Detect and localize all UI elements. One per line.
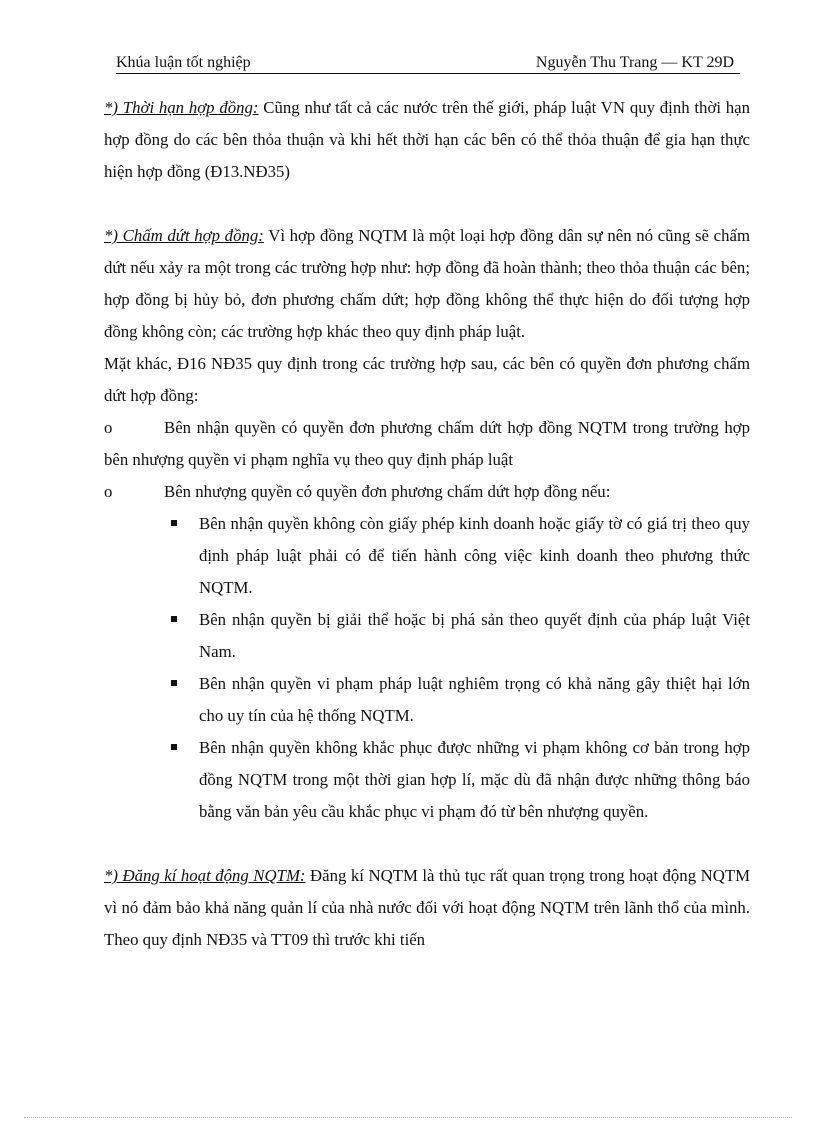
square-bullet-icon: [171, 744, 177, 750]
heading-contract-term: *) Thời hạn hợp đồng:: [104, 98, 259, 117]
list-item-franchisee-right: [104, 412, 750, 476]
paragraph-termination: [104, 220, 750, 348]
circle-bullet-icon: o: [104, 418, 113, 437]
list-item-text: Bên nhận quyền bị giải thể hoặc bị phá sản theo quyết định của pháp luật Việt Nam.: [199, 610, 750, 661]
page-header: [116, 53, 740, 74]
header-author: Nguyễn Thu Trang — KT 29D: [535, 54, 734, 71]
list-item-text: Bên nhận quyền vi phạm pháp luật nghiêm trọng có khả năng gây thiệt hại lớn cho uy tín của hệ thống NQTM.: [199, 674, 750, 725]
document-body: [104, 92, 750, 956]
square-bullet-icon: [171, 616, 177, 622]
list-item-text: Bên nhận quyền không khắc phục được những vi phạm không cơ bản trong hợp đồng NQTM trong một thời gian hợp lí, mặc dù đã nhận được những thông báo bằng văn bản yêu cầu khắc phục vi phạm đó từ bên nhượng quyền.: [199, 738, 750, 821]
list-item: [104, 604, 750, 668]
text-contract-term: Cũng như tất cả các nước trên thế giới, pháp luật VN quy định thời hạn hợp đồng do các bên thỏa thuận và khi hết thời hạn các bên có thể thỏa thuận để gia hạn thực hiện hợp đồng (Đ13.NĐ35): [104, 98, 750, 181]
list-item-franchisor-right: [104, 476, 750, 508]
list-item-text: Bên nhận quyền có quyền đơn phương chấm dứt hợp đồng NQTM trong trường hợp bên nhượng quyền vi phạm nghĩa vụ theo quy định pháp luật: [104, 418, 750, 469]
list-item: [104, 668, 750, 732]
text-termination: Vì hợp đồng NQTM là một loại hợp đồng dân sự nên nó cũng sẽ chấm dứt nếu xảy ra một trong các trường hợp như: hợp đồng đã hoàn thành; theo thỏa thuận các bên; hợp đồng bị hủy bỏ, đơn phương chấm dứt; hợp đồng không thể thực hiện do đối tượng hợp đồng không còn; các trường hợp khác theo quy định pháp luật.: [104, 226, 751, 341]
circle-bullet-icon: o: [104, 482, 113, 501]
list-item-text: Bên nhượng quyền có quyền đơn phương chấm dứt hợp đồng nếu:: [164, 482, 611, 501]
franchisor-conditions-list: [104, 508, 750, 828]
list-item: [104, 508, 750, 604]
list-item-text: Bên nhận quyền không còn giấy phép kinh doanh hoặc giấy tờ có giá trị theo quy định pháp luật phải có để tiến hành công việc kinh doanh theo phương thức NQTM.: [199, 514, 750, 597]
paragraph-contract-term: [104, 92, 750, 188]
heading-registration: *) Đăng kí hoạt động NQTM:: [104, 866, 306, 885]
page-bottom-divider: [24, 1117, 792, 1118]
header-left-title: Khúa luận tốt nghiệp: [116, 54, 251, 71]
list-item: [104, 732, 750, 828]
square-bullet-icon: [171, 680, 177, 686]
text-registration: Đăng kí NQTM là thủ tục rất quan trọng trong hoạt động NQTM vì nó đảm bảo khả năng quản lí của nhà nước đối với hoạt động NQTM trên lãnh thổ của mình. Theo quy định NĐ35 và TT09 thì trước khi tiến: [104, 866, 751, 949]
paragraph-registration: [104, 860, 750, 956]
paragraph-termination-intro: Mặt khác, Đ16 NĐ35 quy định trong các trường hợp sau, các bên có quyền đơn phương chấm dứt hợp đồng:: [104, 354, 750, 405]
square-bullet-icon: [171, 520, 177, 526]
heading-termination: *) Chấm dứt hợp đồng:: [104, 226, 264, 245]
